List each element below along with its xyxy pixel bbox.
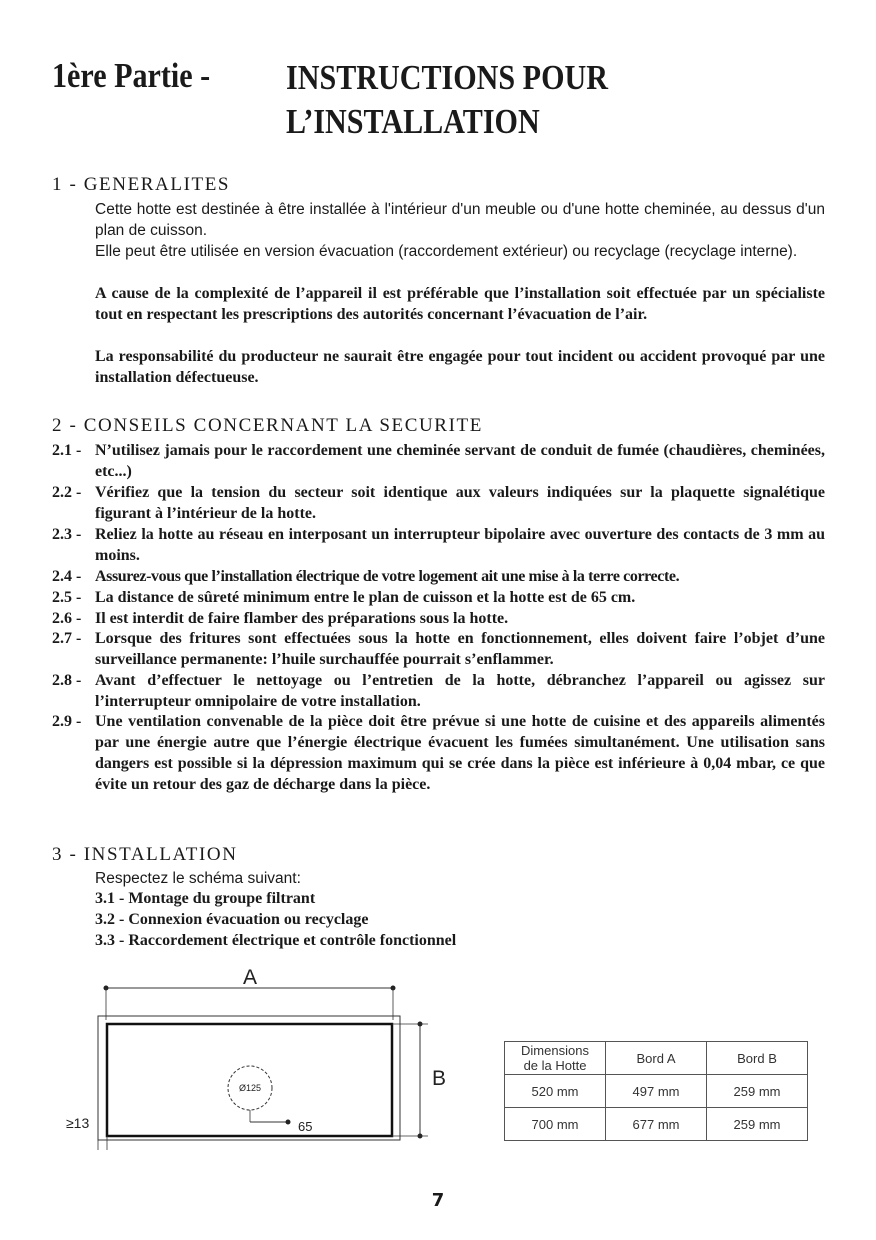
safety-item xyxy=(52,711,825,795)
title-line-1: INSTRUCTIONS POUR xyxy=(286,58,608,97)
hood-panel xyxy=(107,1024,392,1136)
page-title xyxy=(286,56,608,144)
safety-item-number: 2.9 - xyxy=(52,713,82,730)
label-65: 65 xyxy=(298,1119,313,1134)
installation-step: 3.3 - Raccordement électrique et contrôle fonctionnel xyxy=(95,932,457,949)
table-row xyxy=(505,1075,808,1108)
safety-item-number: 2.2 - xyxy=(52,484,82,501)
safety-item xyxy=(52,440,825,482)
label-a: A xyxy=(242,966,258,989)
section-heading-securite: 2 - CONSEILS CONCERNANT LA SECURITE xyxy=(52,415,483,436)
table-header-cell: Dimensions de la Hotte xyxy=(505,1042,606,1075)
safety-item-text: N’utilisez jamais pour le raccordement une cheminée servant de conduit de fumée (chaudières, cheminées, etc...) xyxy=(95,442,825,480)
safety-item xyxy=(52,587,825,608)
label-diameter: Ø125 xyxy=(238,1083,262,1093)
table-cell: 259 mm xyxy=(707,1075,808,1108)
safety-item-text: Une ventilation convenable de la pièce doit être prévue si une hotte de cuisine et des appareils alimentés par une énergie autre que l’énergie électrique évacuent les fumées simultanément. Une utilisation sans dangers est possible si la dépression maximum qui se crée dans la pièce est inférieure à 0,04 mbar, ce que évite un retour des gaz de décharge dans la pièce. xyxy=(95,713,825,793)
table-header-row xyxy=(505,1042,808,1075)
safety-item-text: Il est interdit de faire flamber des préparations sous la hotte. xyxy=(95,610,509,627)
safety-item-text: Lorsque des fritures sont effectuées sous la hotte en fonctionnement, elles doivent faire l’objet d’une surveillance permanente: l’huile surchauffée pourrait s’enflammer. xyxy=(95,630,825,668)
safety-item-text: Assurez-vous que l’installation électrique de votre logement ait une mise à la terre correcte. xyxy=(95,568,680,585)
safety-item xyxy=(52,608,825,629)
installation-intro: Respectez le schéma suivant: xyxy=(95,870,301,887)
safety-item-text: La distance de sûreté minimum entre le plan de cuisson et la hotte est de 65 cm. xyxy=(95,589,636,606)
table-header-cell: Bord B xyxy=(707,1042,808,1075)
cabinet-outline xyxy=(98,1016,400,1140)
table-row xyxy=(505,1108,808,1141)
page-number: 7 xyxy=(431,1190,445,1211)
section-heading-installation: 3 - INSTALLATION xyxy=(52,844,238,865)
section-heading-generalites: 1 - GENERALITES xyxy=(52,174,231,195)
table-cell: 497 mm xyxy=(606,1075,707,1108)
safety-item-number: 2.7 - xyxy=(52,630,82,647)
safety-item xyxy=(52,670,825,712)
safety-item-number: 2.6 - xyxy=(52,610,82,627)
paragraph-versions: Elle peut être utilisée en version évacuation (raccordement extérieur) ou recyclage (recyclage interne). xyxy=(95,243,798,260)
label-b: B xyxy=(432,1067,447,1090)
safety-item-text: Vérifiez que la tension du secteur soit identique aux valeurs indiquées sur la plaquette signalétique figurant à l’intérieur de la hotte. xyxy=(95,484,825,522)
title-part: 1ère Partie - xyxy=(52,56,211,95)
safety-item-text: Reliez la hotte au réseau en interposant un interrupteur bipolaire avec ouverture des contacts de 3 mm au moins. xyxy=(95,526,825,564)
safety-item xyxy=(52,566,825,587)
installation-step: 3.2 - Connexion évacuation ou recyclage xyxy=(95,911,369,928)
table-cell: 700 mm xyxy=(505,1108,606,1141)
installation-diagram xyxy=(60,960,460,1150)
installation-step: 3.1 - Montage du groupe filtrant xyxy=(95,890,316,907)
title-line-2: L’INSTALLATION xyxy=(286,102,540,141)
safety-item xyxy=(52,628,825,670)
paragraph-specialist: A cause de la complexité de l’appareil il est préférable que l’installation soit effectuée par un spécialiste tout en respectant les prescriptions des autorités concernant l’évacuation de l’air. xyxy=(95,285,825,323)
safety-item-number: 2.5 - xyxy=(52,589,82,606)
paragraph-intro: Cette hotte est destinée à être installée à l'intérieur d'un meuble ou d'une hotte cheminée, au dessus d'un plan de cuisson. xyxy=(95,201,825,239)
table-cell: 677 mm xyxy=(606,1108,707,1141)
safety-item-text: Avant d’effectuer le nettoyage ou l’entretien de la hotte, débranchez l’appareil ou agissez sur l’interrupteur omnipolaire de votre installation. xyxy=(95,672,825,710)
table-header-cell: Bord A xyxy=(606,1042,707,1075)
dimensions-table xyxy=(504,1041,808,1141)
table-cell: 259 mm xyxy=(707,1108,808,1141)
safety-item xyxy=(52,482,825,524)
safety-item-number: 2.8 - xyxy=(52,672,82,689)
safety-item xyxy=(52,524,825,566)
safety-item-number: 2.1 - xyxy=(52,442,82,459)
label-min-13: ≥13 xyxy=(66,1115,90,1131)
table-cell: 520 mm xyxy=(505,1075,606,1108)
paragraph-responsibility: La responsabilité du producteur ne saurait être engagée pour tout incident ou accident provoqué par une installation défectueuse. xyxy=(95,348,825,386)
safety-item-number: 2.4 - xyxy=(52,568,82,585)
dimension-dot xyxy=(286,1120,291,1125)
safety-item-number: 2.3 - xyxy=(52,526,82,543)
